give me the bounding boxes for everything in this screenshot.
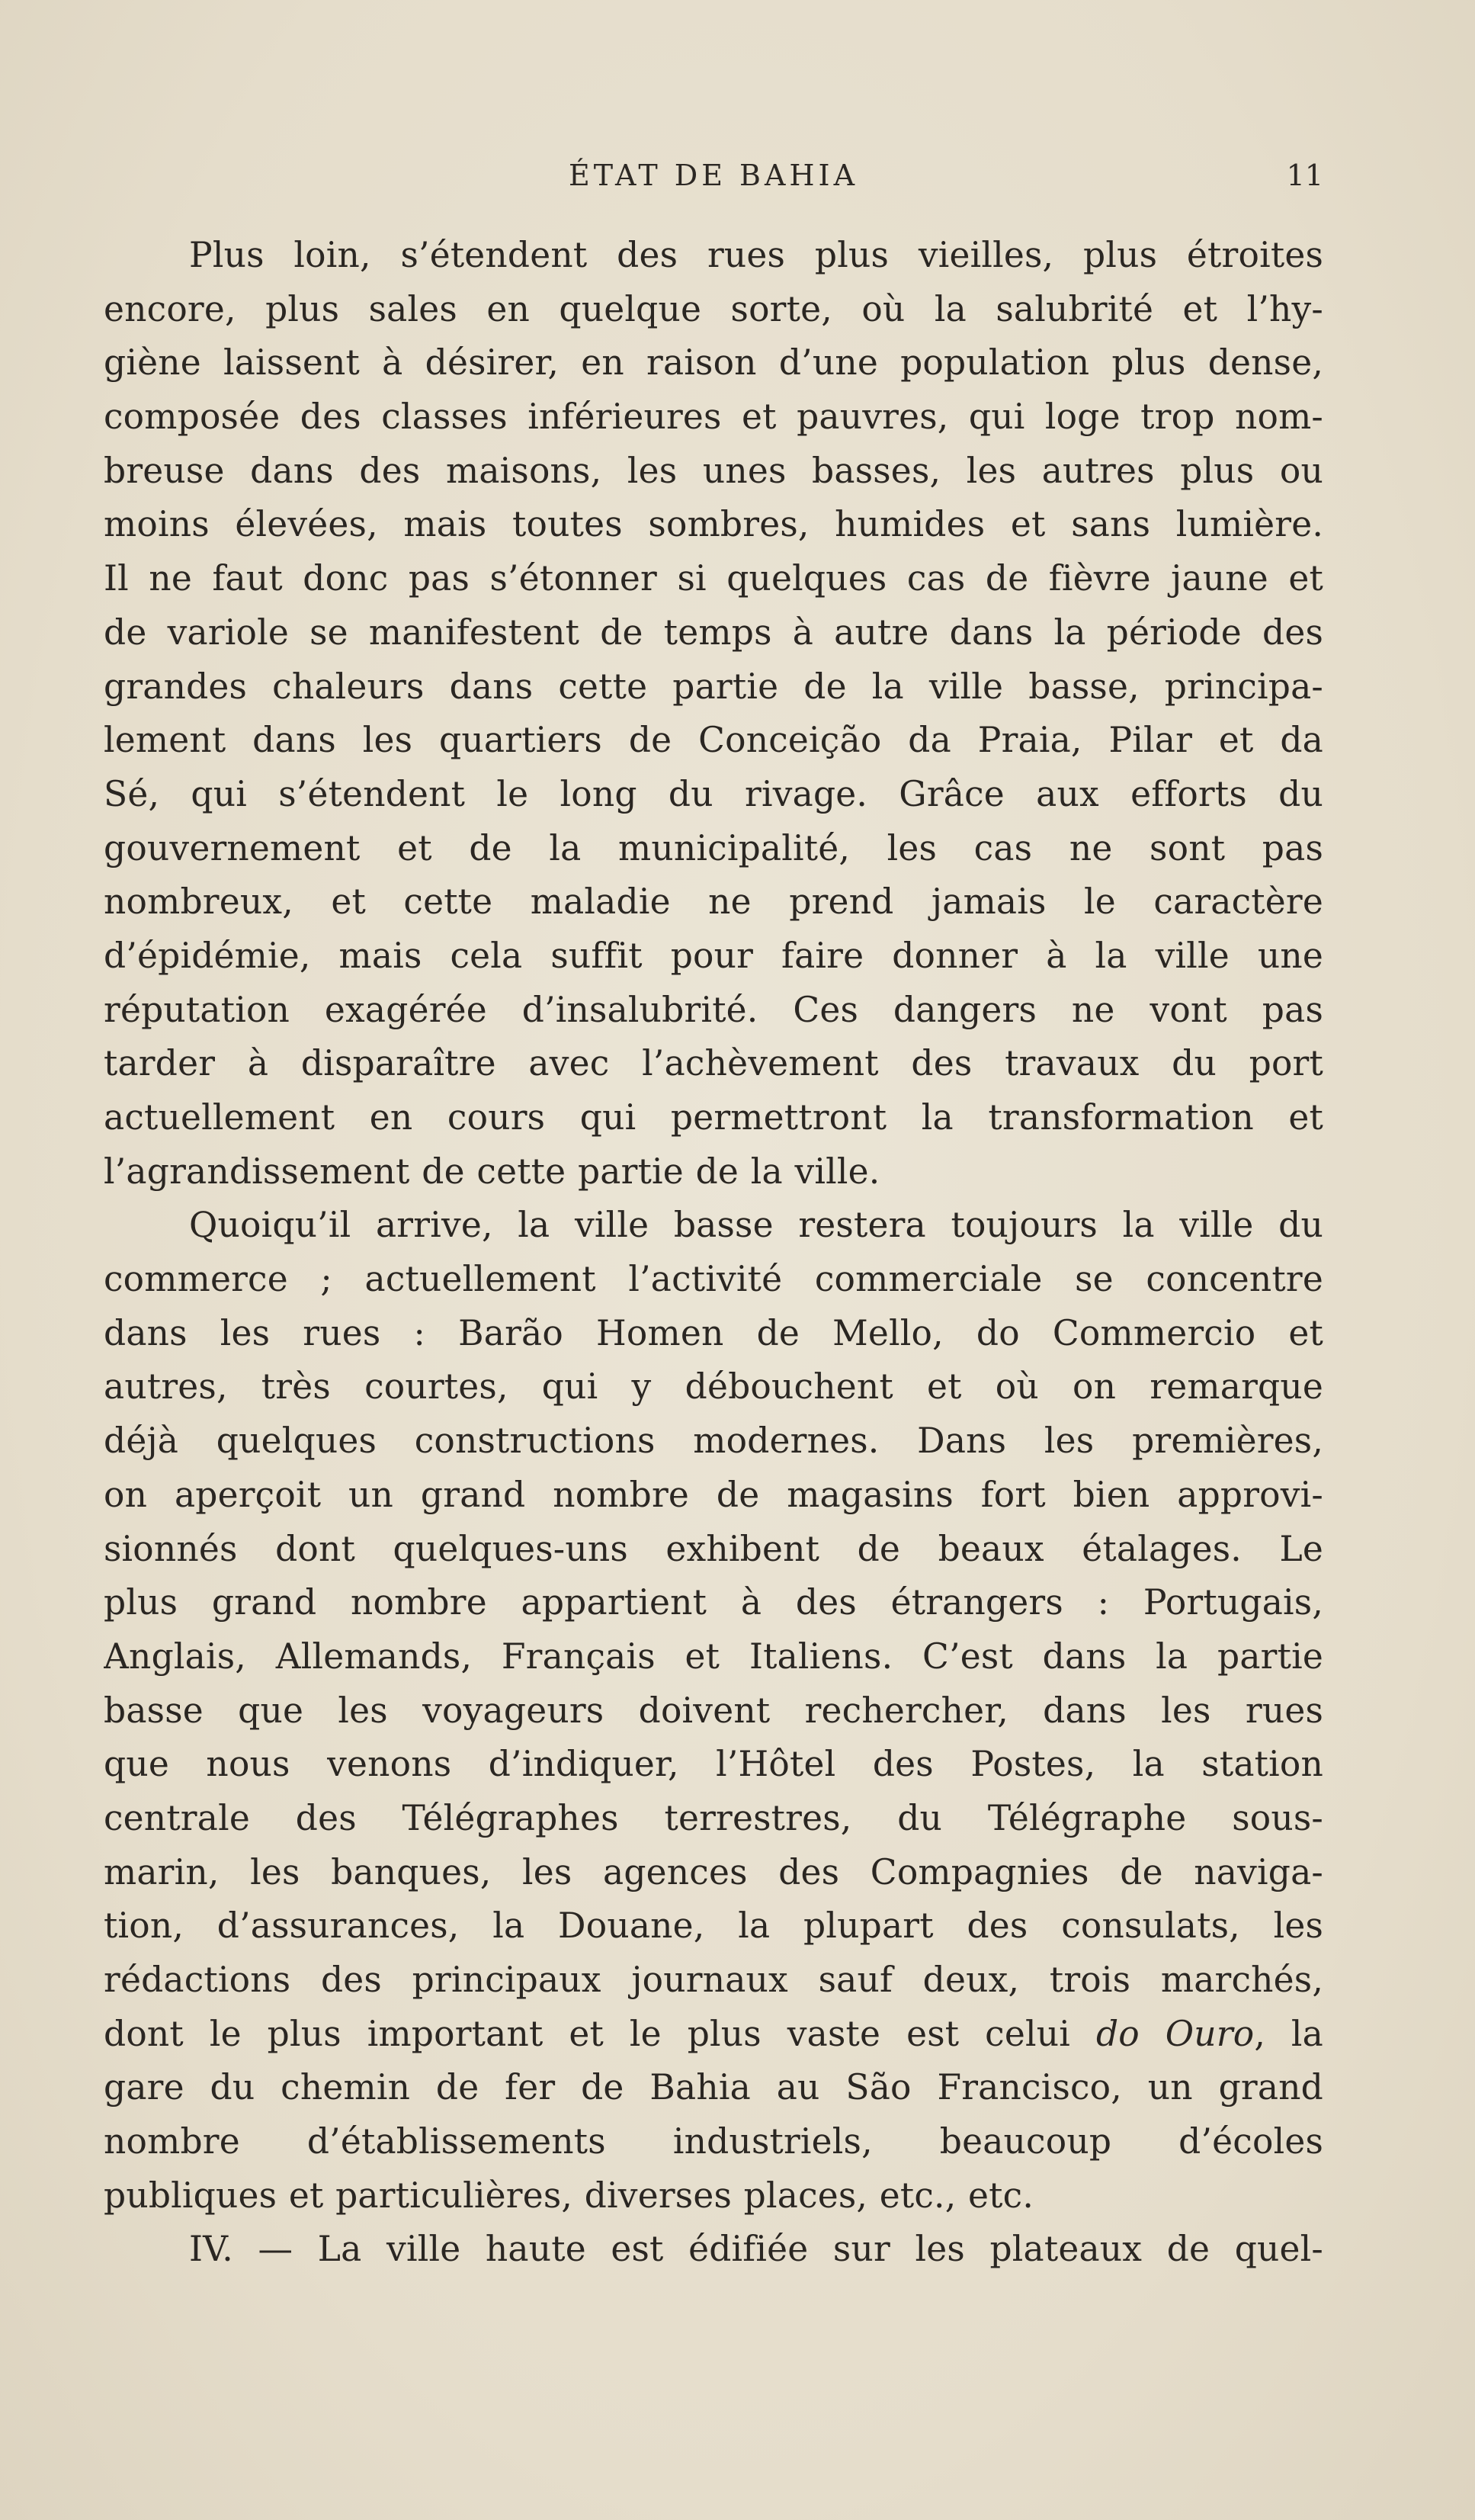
text-line: on aperçoit un grand nombre de magasins fort bien approvi- [104,1474,1323,1515]
text-line: Il ne faut donc pas s’étonner si quelques cas de fièvre jaune et [104,558,1323,599]
text-line: Anglais, Allemands, Français et Italiens. C’est dans la partie [104,1636,1323,1677]
text-line: d’épidémie, mais cela suffit pour faire donner à la ville une [104,935,1323,976]
text-line: réputation exagérée d’insalubrité. Ces dangers ne vont pas [104,989,1323,1030]
text-segment: dont le plus important et le plus vaste est celui [104,2013,1096,2054]
text-line: autres, très courtes, qui y débouchent et où on remarque [104,1366,1323,1408]
text-line: composée des classes inférieures et pauvres, qui loge trop nom- [104,396,1323,438]
page-number: 11 [1286,159,1323,192]
text-line-with-italic [104,2008,1323,2062]
text-line: gouvernement et de la municipalité, les cas ne sont pas [104,827,1323,868]
text-line: nombre d’établissements industriels, beaucoup d’écoles [104,2121,1323,2162]
text-line: lement dans les quartiers de Conceição da Praia, Pilar et da [104,720,1323,761]
text-line: basse que les voyageurs doivent rechercher, dans les rues [104,1690,1323,1731]
text-line: l’agrandissement de cette partie de la ville. [104,1151,880,1192]
text-line: nombreux, et cette maladie ne prend jamais le caractère [104,881,1323,923]
text-line: de variole se manifestent de temps à autre dans la période des [104,612,1323,653]
text-line: Sé, qui s’étendent le long du rivage. Grâce aux efforts du [104,773,1323,814]
page-header [104,159,1323,204]
text-line: Quoiqu’il arrive, la ville basse restera toujours la ville du [189,1205,1323,1246]
text-line: encore, plus sales en quelque sorte, où la salubrité et l’hy- [104,288,1323,329]
text-line: gare du chemin de fer de Bahia au São Francisco, un grand [104,2067,1323,2108]
text-line: actuellement en cours qui permettront la transformation et [104,1097,1323,1138]
text-line: rédactions des principaux journaux sauf deux, trois marchés, [104,1960,1323,2000]
text-line: grandes chaleurs dans cette partie de la ville basse, principa- [104,666,1323,707]
text-line: tion, d’assurances, la Douane, la plupart des consulats, les [104,1905,1323,1947]
text-line: tarder à disparaître avec l’achèvement des travaux du port [104,1043,1323,1084]
text-line: publiques et particulières, diverses places, etc., etc. [104,2175,1034,2216]
italic-market-name: do Ouro [1095,2013,1255,2054]
text-line: déjà quelques constructions modernes. Dans les premières, [104,1421,1323,1462]
text-line: dans les rues : Barão Homen de Mello, do Commercio et [104,1312,1323,1353]
text-line: plus grand nombre appartient à des étrangers : Portugais, [104,1582,1323,1623]
text-line: giène laissent à désirer, en raison d’une population plus dense, [104,342,1323,384]
text-line: Plus loin, s’étendent des rues plus vieilles, plus étroites [189,235,1323,275]
text-line: sionnés dont quelques-uns exhibent de beaux étalages. Le [104,1528,1323,1569]
body-text [104,229,1323,2277]
running-head: ÉTAT DE BAHIA [568,159,859,192]
text-line: breuse dans des maisons, les unes basses, les autres plus ou [104,450,1323,491]
text-line: moins élevées, mais toutes sombres, humides et sans lumière. [104,504,1323,545]
text-line: commerce ; actuellement l’activité commerciale se concentre [104,1259,1323,1300]
text-line: marin, les banques, les agences des Compagnies de naviga- [104,1851,1323,1892]
text-line: centrale des Télégraphes terrestres, du Télégraphe sous- [104,1797,1323,1838]
text-segment: , la [1254,2013,1323,2054]
text-line: IV. — La ville haute est édifiée sur les plateaux de quel- [189,2229,1323,2270]
text-line: que nous venons d’indiquer, l’Hôtel des Postes, la station [104,1744,1323,1785]
